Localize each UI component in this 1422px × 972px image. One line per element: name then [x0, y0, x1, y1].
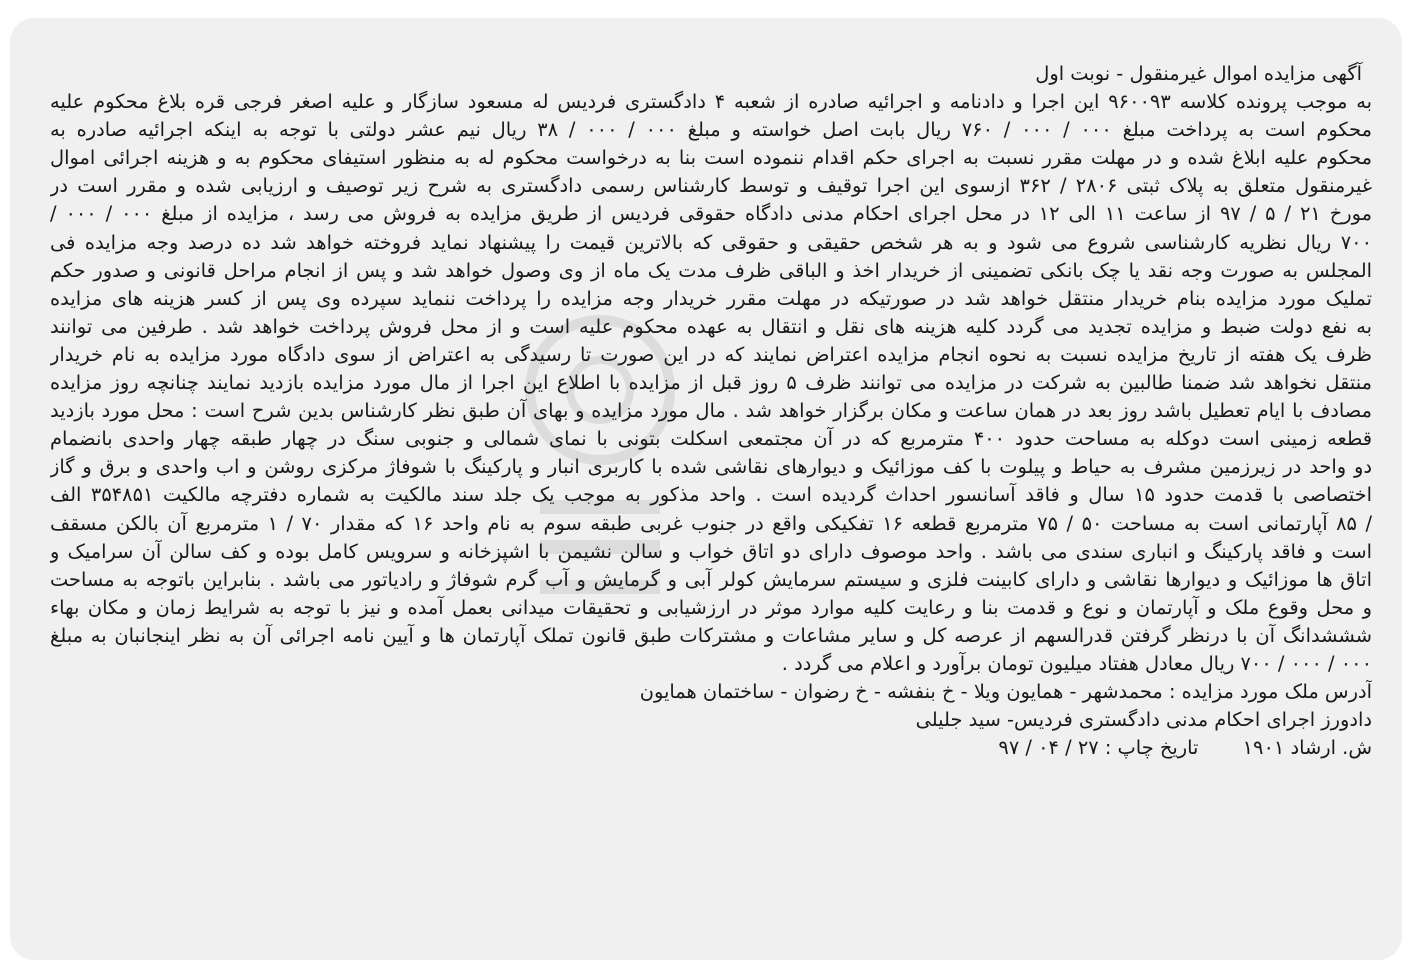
body-line: ۰۰۰ / ۰۰۰ / ۷۰۰ ریال معادل هفتاد میلیون تومان برآورد و اعلام می گردد . — [781, 651, 1372, 675]
body-line: قطعه زمینی است دوکله به مساحت حدود ۴۰۰ مترمربع که در آن مجتمعی اسکلت بتونی با نمای شمالی و جنوبی سنگ در چهار طبقه چهار واحدی بانضمام — [50, 427, 1372, 451]
print-date: تاریخ چاپ : ۲۷ / ۰۴ / ۹۷ — [998, 736, 1199, 760]
body-line: ظرف یک هفته از تاریخ مزایده نسبت به نحوه انجام مزایده اعتراض نمایند که در این صورت تا رسیدگی به اعتراض از سوی دادگاه مورد مزایده به نام خریدار — [50, 342, 1372, 366]
signature: دادورز اجرای احکام مدنی دادگستری فردیس- سید جلیلی — [915, 708, 1372, 732]
notice-body — [50, 88, 1372, 678]
body-line: غیرمنقول متعلق به پلاک ثبتی ۲۸۰۶ / ۳۶۲ ازسوی این اجرا توقیف و توسط کارشناس رسمی دادگستری به شرح زیر توصیف و ارزیابی شده و مقرر است در — [50, 174, 1372, 198]
body-line: اتاق ها موزائیک و دیوارها نقاشی و دارای کابینت فلزی و سیستم سرمایش کولر آبی و گرمایش و آب گرم شوفاژ و رادیاتور می باشد . بنابراین باتوجه به مساحت — [50, 567, 1372, 591]
body-line: منتقل نخواهد شد ضمنا طالبین به شرکت در مزایده می توانند ظرف ۵ روز قبل از مزایده با اطلاع این اجرا از مال مورد مزایده بازدید نمایند چنانچه روز مزایده — [50, 371, 1372, 395]
auction-notice — [50, 60, 1372, 762]
publication-info — [50, 734, 1372, 762]
body-line: تملیک مورد مزایده بنام خریدار منتقل خواهد شد در صورتیکه در مهلت مقرر خریدار وجه مزایده را پرداخت ننماید سپرده وی پس از کسر هزینه های مزایده — [50, 286, 1372, 310]
body-line: به نفع دولت ضبط و مزایده تجدید می گردد کلیه هزینه های نقل و انتقال به عهده محکوم علیه است و از محل فروش پرداخت خواهد شد . طرفین می توانند — [50, 314, 1372, 338]
body-line: المجلس به صورت وجه نقد یا چک بانکی تضمینی از خریدار اخذ و الباقی ظرف مدت یک ماه از وی وصول خواهد شد و پس از انجام مراحل قانونی و صدور حکم — [50, 258, 1372, 282]
body-line: و محل وقوع ملک و آپارتمان و نوع و قدمت بنا و رعایت کلیه موارد موثر در ارزشیابی و تحقیقات میدانی بعمل آمده و نیز با توجه به شرایط زمان و مکان بهاء — [50, 595, 1372, 619]
body-line: به موجب پرونده کلاسه ۹۶۰۰۹۳ این اجرا و دادنامه و اجرائیه صادره از شعبه ۴ دادگستری فردیس له مسعود سازگار و علیه اصغر فرجی قره بلاغ محکوم علیه — [50, 90, 1372, 114]
body-line: / ۸۵ آپارتمانی است به مساحت ۵۰ / ۷۵ مترمربع قطعه ۱۶ تفکیکی واقع در جنوب غربی طبقه سوم به نام واحد ۱۶ که مقدار ۷۰ / ۱ مترمربع آن بالکن مسقف — [50, 511, 1372, 535]
notice-title: آگهی مزایده اموال غیرمنقول - نوبت اول — [1035, 62, 1362, 85]
body-line: اختصاصی با قدمت حدود ۱۵ سال و فاقد آسانسور احداث گردیده است . واحد مذکور به موجب یک جلد سند مالکیت به شماره دفترچه مالکیت ۳۵۴۸۵۱ الف — [50, 483, 1372, 507]
body-line: است و فاقد پارکینگ و انباری سندی می باشد . واحد موصوف دارای دو اتاق خواب و سالن نشیمن با اشپزخانه و سرویس کامل بوده و کف سالن آن سرامیک و — [50, 539, 1372, 563]
body-line: محکوم است به پرداخت مبلغ ۰۰۰ / ۰۰۰ / ۷۶۰ ریال بابت اصل خواسته و مبلغ ۰۰۰ / ۰۰۰ / ۳۸ ریال نیم عشر دولتی با توجه به اینکه اجرائیه صادره به — [50, 118, 1372, 142]
body-line: مصادف با ایام تعطیل باشد روز بعد در همان ساعت و مکان برگزار خواهد شد . مال مورد مزایده و بهای آن طبق نظر کارشناس بدین شرح است : محل مورد بازدید — [50, 399, 1372, 423]
body-line: شششدانگ آن با درنظر گرفتن قدرالسهم از عرصه کل و سایر مشاعات و مشترکات طبق قانون تملک آپارتمان ها و آیین نامه اجرائی آن به نظر اینجانبان به مبلغ — [50, 623, 1372, 647]
body-line: دو واحد در زیرزمین مشرف به حیاط و پیلوت با کف موزائیک و دیوارهای نقاشی شده با کاربری انبار و پارکینگ با شوفاژ مرکزی روشن و اب واحدی و برق و گاز — [50, 455, 1372, 479]
body-line: ۷۰۰ ریال نظریه کارشناسی شروع می شود و به هر شخص حقیقی و حقوقی که بالاترین قیمت را پیشنهاد نماید فروخته خواهد شد ده درصد وجه مزایده فی — [50, 230, 1372, 254]
property-address: آدرس ملک مورد مزایده : محمدشهر - همایون ویلا - خ بنفشه - خ رضوان - ساختمان همایون — [639, 680, 1372, 704]
ershad-number: ش. ارشاد ۱۹۰۱ — [1242, 736, 1372, 760]
body-line: مورخ ۲۱ / ۵ / ۹۷ از ساعت ۱۱ الی ۱۲ در محل اجرای احکام مدنی دادگاه حقوقی فردیس از طریق مزایده به فروش می رسد ، مزایده از مبلغ ۰۰۰ / ۰۰۰ / — [50, 202, 1372, 226]
body-line: محکوم علیه ابلاغ شده و در مهلت مقرر نسبت به اجرای حکم اقدام ننموده است بنا به درخواست محکوم له به منظور استیفای محکوم به و هزینه اجرائی اموال — [50, 146, 1372, 170]
